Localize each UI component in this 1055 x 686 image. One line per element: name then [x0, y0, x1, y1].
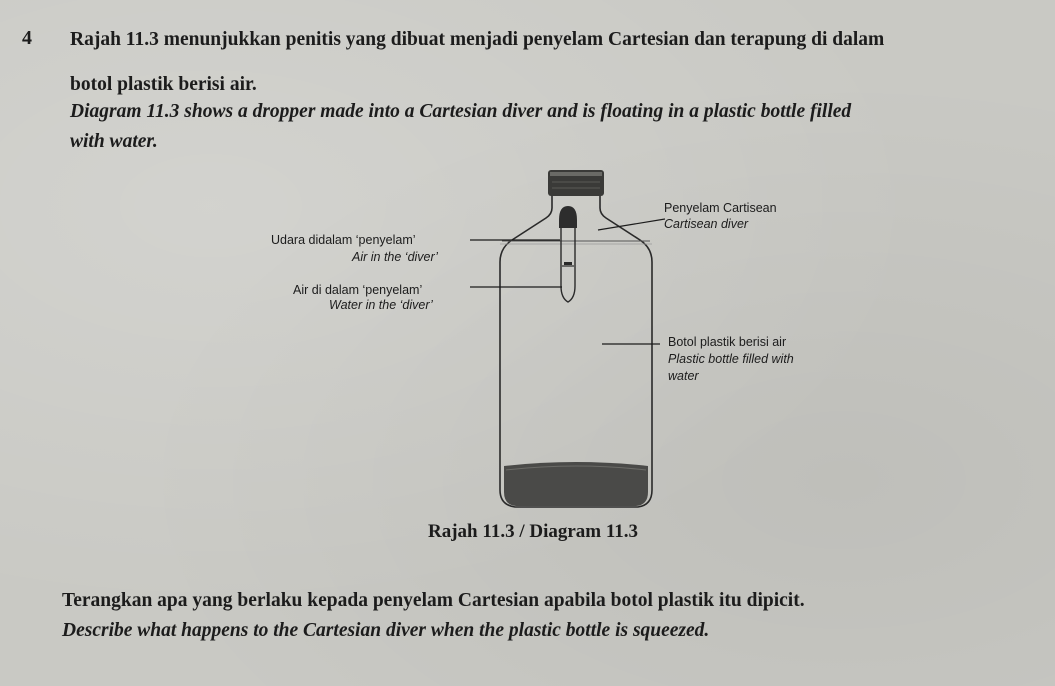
label-bottle-english-2: water [668, 369, 699, 383]
question-english-line-1: Diagram 11.3 shows a dropper made into a Cartesian diver and is floating in a plastic bottle filled [70, 101, 852, 122]
label-bottle-english-1: Plastic bottle filled with [668, 352, 794, 366]
plastic-bottle [500, 192, 652, 507]
question-malay-line-1: Rajah 11.3 menunjukkan penitis yang dibuat menjadi penyelam Cartesian dan terapung di dalam [70, 29, 885, 50]
task-malay: Terangkan apa yang berlaku kepada penyelam Cartesian apabila botol plastik itu dipicit. [62, 590, 805, 611]
bottle-base [504, 462, 648, 506]
leader-diver [598, 219, 665, 230]
label-water-malay: Air di dalam ‘penyelam’ [293, 283, 423, 297]
question-malay-line-2: botol plastik berisi air. [70, 74, 257, 95]
bottle-cap [548, 170, 604, 196]
label-air-english: Air in the ‘diver’ [352, 250, 438, 264]
question-number: 4 [22, 27, 32, 49]
label-diver-malay: Penyelam Cartisean [664, 201, 777, 215]
label-water-english: Water in the ‘diver’ [329, 298, 433, 312]
label-air-malay: Udara didalam ‘penyelam’ [271, 233, 416, 247]
question-english-line-2: with water. [70, 131, 158, 152]
label-diver-english: Cartisean diver [664, 217, 749, 231]
task-english: Describe what happens to the Cartesian diver when the plastic bottle is squeezed. [62, 620, 710, 641]
label-bottle-malay: Botol plastik berisi air [668, 335, 787, 349]
diagram-caption: Rajah 11.3 / Diagram 11.3 [428, 521, 639, 542]
bottle-outline [500, 192, 652, 507]
